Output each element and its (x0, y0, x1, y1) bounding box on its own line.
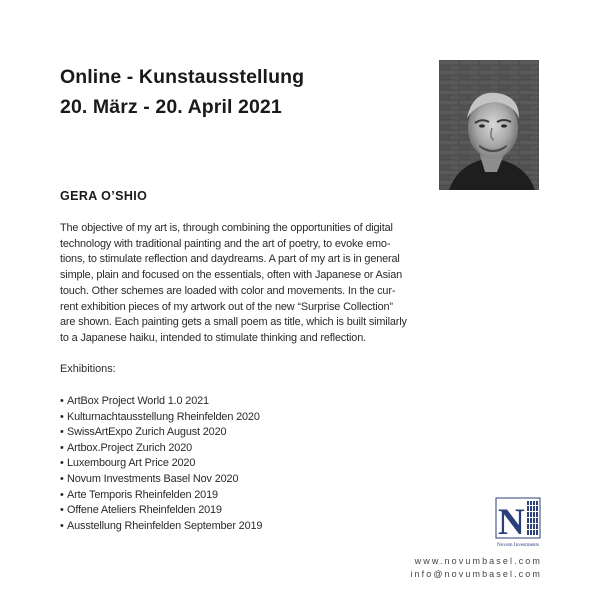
portrait-photo-icon (439, 60, 539, 190)
artist-bio (60, 221, 544, 347)
logo-letter: N (498, 502, 525, 543)
exhibitions-list (60, 394, 262, 534)
logo-tagline: Novum Investments (497, 542, 539, 548)
bullet-icon: • (60, 410, 64, 423)
exhibition-title: Offene Ateliers Rheinfelden 2019 (67, 504, 222, 517)
exhibition-title: ArtBox Project World 1.0 2021 (67, 395, 209, 407)
list-item (60, 394, 262, 410)
list-item (60, 488, 262, 504)
exhibition-dates: 20. März - 20. April 2021 (60, 96, 282, 118)
bio-line: The objective of my art is, through combining the opportunities of digital (60, 222, 393, 234)
list-item (60, 425, 262, 441)
exhibition-title: Novum Investments Basel Nov 2020 (67, 472, 239, 485)
exhibition-title: Ausstellung Rheinfelden September 2019 (67, 519, 263, 532)
bio-line: tions, to stimulate reflection and daydreams. A part of my art is in general (60, 253, 400, 266)
bullet-icon: • (60, 441, 64, 454)
list-item (60, 456, 262, 472)
list-item (60, 441, 262, 457)
bullet-icon: • (60, 395, 64, 407)
bio-line: to a Japanese haiku, intended to stimulate thinking and reflection. (60, 331, 366, 344)
email-text: info@novumbasel.com (410, 569, 542, 579)
list-item (60, 519, 262, 535)
exhibition-title: SwissArtExpo Zurich August 2020 (67, 426, 227, 439)
exhibition-title: Luxembourg Art Price 2020 (67, 457, 196, 470)
bullet-icon: • (60, 488, 64, 501)
bio-line: touch. Other schemes are loaded with color and movements. In the cur- (60, 284, 396, 297)
website-text: www.novumbasel.com (414, 556, 542, 566)
bio-line: technology with traditional painting and the art of poetry, to evoke emo- (60, 237, 391, 250)
contact-footer (410, 555, 542, 581)
novum-logo-icon (493, 496, 543, 548)
novum-logo (493, 496, 543, 548)
list-item (60, 410, 262, 426)
bullet-icon: • (60, 457, 64, 470)
list-item (60, 503, 262, 519)
exhibition-title: Kulturnachtausstellung Rheinfelden 2020 (67, 410, 260, 423)
exhibitions-heading: Exhibitions: (60, 363, 116, 375)
bullet-icon: • (60, 426, 64, 439)
bio-line: are shown. Each painting gets a small poem as title, which is built similarly (60, 316, 407, 329)
bullet-icon: • (60, 504, 64, 517)
exhibition-title: Artbox.Project Zurich 2020 (67, 441, 193, 454)
artist-portrait (439, 60, 539, 190)
bio-line: simple, plain and focused on the essentials, often with Japanese or Asian (60, 269, 403, 282)
list-item (60, 472, 262, 488)
bullet-icon: • (60, 519, 64, 532)
page-title: Online - Kunstausstellung (60, 66, 305, 88)
bullet-icon: • (60, 472, 64, 485)
exhibition-title: Arte Temporis Rheinfelden 2019 (67, 488, 218, 501)
bio-line: rent exhibition pieces of my artwork out of the new “Surprise Collection” (60, 300, 393, 313)
artist-name: GERA O’SHIO (60, 189, 148, 203)
